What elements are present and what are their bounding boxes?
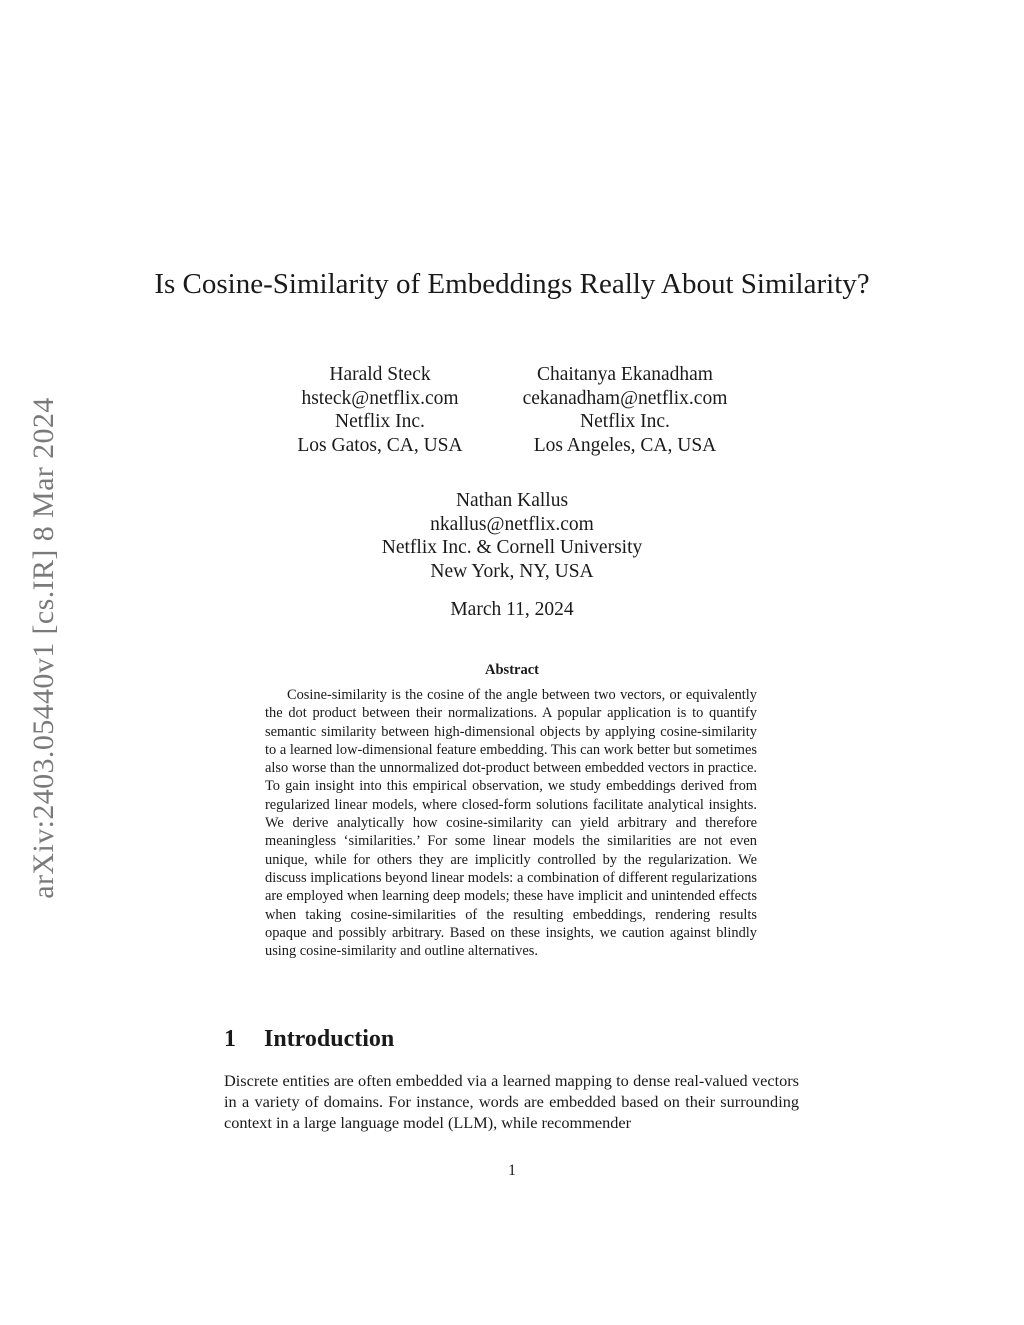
author-email: cekanadham@netflix.com [522, 387, 728, 409]
author-affiliation: Netflix Inc. [335, 411, 425, 432]
author-block [312, 489, 712, 583]
author-name: Chaitanya Ekanadham [537, 364, 713, 385]
abstract-heading: Abstract [485, 662, 539, 678]
arxiv-identifier: arXiv:2403.05440v1 [cs.IR] 8 Mar 2024 [27, 397, 60, 899]
author-block [486, 363, 764, 457]
section-title: Introduction [264, 1026, 395, 1052]
author-name: Nathan Kallus [455, 490, 569, 511]
section-heading [224, 1026, 394, 1053]
author-affiliation: Netflix Inc. [580, 411, 670, 432]
author-block [260, 363, 500, 457]
author-name: Harald Steck [329, 364, 431, 385]
introduction-text: Discrete entities are often embedded via a learned mapping to dense real-valued vectors in a variety of domains. For instance, words are embedded based on their surrounding context in a large language model (LLM), while recommender [224, 1071, 799, 1132]
author-email: hsteck@netflix.com [301, 387, 459, 409]
page-number: 1 [508, 1162, 516, 1179]
paper-title: Is Cosine-Similarity of Embeddings Really About Similarity? [154, 268, 870, 300]
author-location: Los Gatos, CA, USA [297, 434, 463, 456]
author-location: Los Angeles, CA, USA [533, 434, 717, 456]
author-affiliation: Netflix Inc. & Cornell University [381, 537, 643, 558]
publication-date: March 11, 2024 [450, 599, 574, 620]
author-location: New York, NY, USA [430, 560, 594, 582]
abstract-text: Cosine-similarity is the cosine of the angle between two vectors, or equivalently the dot product between their normalizations. A popular application is to quantify semantic similarity between high-dimensional objects by applying cosine-similarity to a learned low-dimensional feature embedding. This can work better but sometimes also worse than the unnormalized dot-product between embedded vectors in practice. To gain insight into this empirical observation, we study embeddings derived from regularized linear models, where closed-form solutions facilitate analytical insights. We derive analytically how cosine-similarity can yield arbitrary and therefore meaningless ‘similarities.’ For some linear models the similarities are not even unique, while for others they are implicitly controlled by the regularization. We discuss implications beyond linear models: a combination of different regularizations are employed when learning deep models; these have implicit and unintended effects when taking cosine-similarities of the resulting embeddings, rendering results opaque and possibly arbitrary. Based on these insights, we caution against blindly using cosine-similarity and outline alternatives. [265, 687, 757, 960]
author-email: nkallus@netflix.com [430, 513, 594, 535]
section-number: 1 [224, 1026, 236, 1052]
